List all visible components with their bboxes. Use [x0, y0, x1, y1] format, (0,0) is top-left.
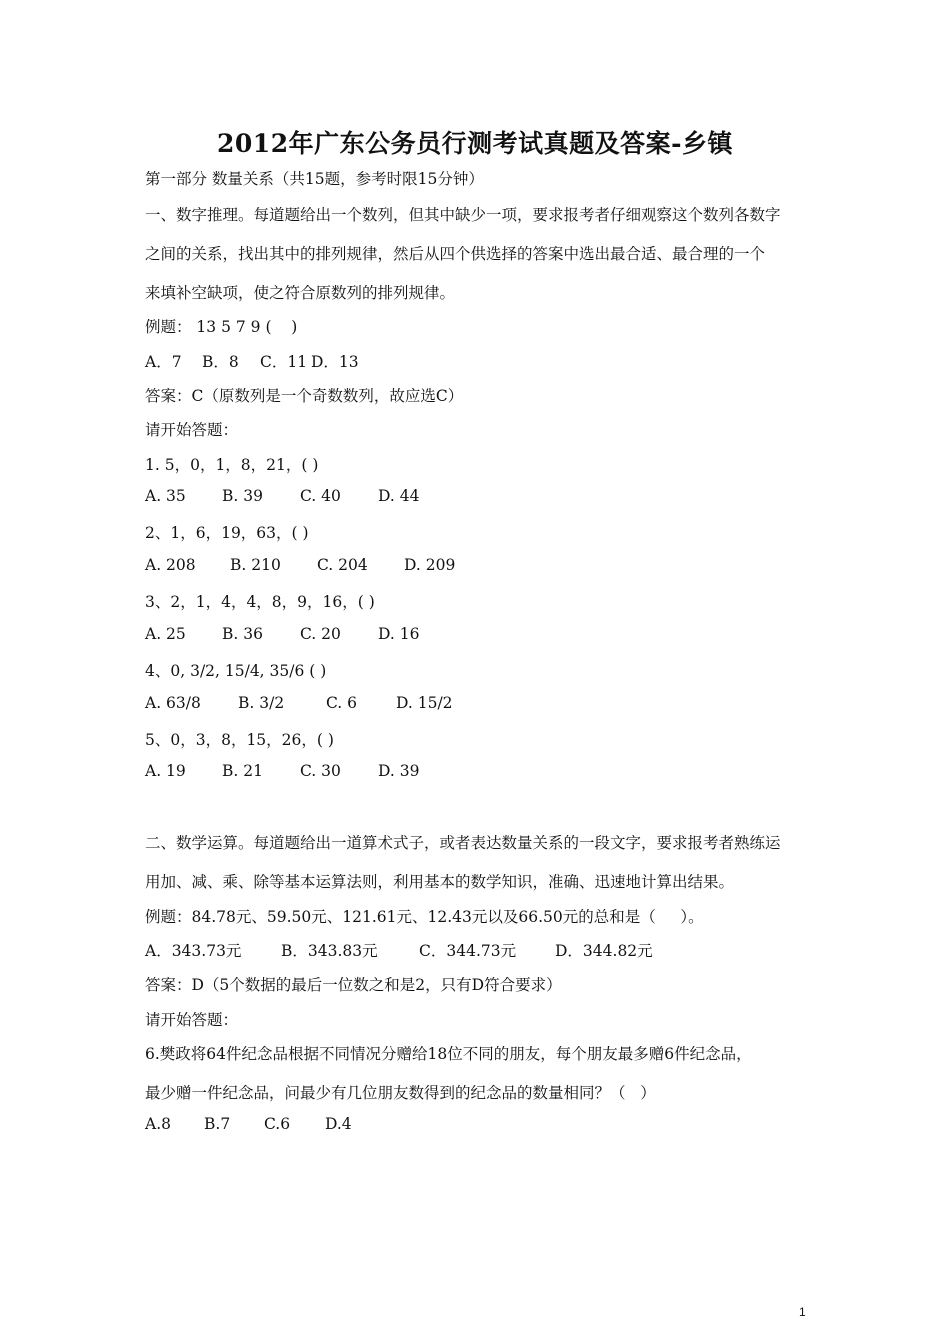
option: D．344.82元: [555, 942, 653, 960]
option: A. 35: [145, 487, 186, 505]
option: C. 6: [326, 694, 358, 712]
example-question: 例题： 13 5 7 9 ( ): [145, 318, 298, 336]
option: D. 15/2: [396, 694, 453, 712]
example-question: 例题：84.78元、59.50元、121.61元、12.43元以及66.50元的总和是（ ）。: [145, 908, 704, 926]
option: A. 19: [145, 762, 186, 780]
option: B. 39: [222, 487, 263, 505]
intro-line: 一、数字推理。每道题给出一个数列，但其中缺少一项，要求报考者仔细观察这个数列各数字: [145, 206, 781, 224]
option: C.6: [264, 1115, 291, 1133]
option: C. 204: [317, 556, 368, 574]
option: B. 21: [222, 762, 263, 780]
start-prompt: 请开始答题：: [145, 421, 239, 439]
option: C. 20: [300, 625, 341, 643]
example-answer: 答案：C（原数列是一个奇数数列，故应选C）: [145, 387, 464, 405]
option: B. 36: [222, 625, 263, 643]
option: B.7: [204, 1115, 231, 1133]
page-number: 1: [799, 1305, 806, 1319]
option: C．11: [260, 353, 308, 371]
question-5: 5、0，3，8，15，26，( ): [145, 731, 334, 749]
option: D. 44: [378, 487, 420, 505]
option: C. 40: [300, 487, 341, 505]
question-6: 最少赠一件纪念品，问最少有几位朋友数得到的纪念品的数量相同？（ ）: [145, 1084, 656, 1102]
option: B．8: [202, 353, 239, 371]
option: D. 39: [378, 762, 420, 780]
intro-line: 用加、减、乘、除等基本运算法则，利用基本的数学知识，准确、迅速地计算出结果。: [145, 873, 735, 891]
option: A．343.73元: [145, 942, 242, 960]
question-4: 4、0, 3/2, 15/4, 35/6 ( ): [145, 662, 327, 680]
document-title: 2012年广东公务员行测考试真题及答案-乡镇: [217, 129, 733, 158]
example-answer: 答案：D（5个数据的最后一位数之和是2，只有D符合要求）: [145, 976, 562, 994]
option: A. 208: [145, 556, 196, 574]
intro-line: 来填补空缺项，使之符合原数列的排列规律。: [145, 284, 456, 302]
option: B. 3/2: [238, 694, 285, 712]
option: D．13: [311, 353, 359, 371]
option: A. 25: [145, 625, 186, 643]
intro-line: 之间的关系，找出其中的排列规律，然后从四个供选择的答案中选出最合适、最合理的一个: [145, 245, 766, 263]
option: C. 30: [300, 762, 341, 780]
option: B．343.83元: [281, 942, 378, 960]
option: A.8: [145, 1115, 171, 1133]
question-1: 1. 5，0，1，8，21，( ): [145, 456, 319, 474]
section-header: 第一部分 数量关系（共15题，参考时限15分钟）: [145, 170, 484, 188]
option: D. 209: [404, 556, 456, 574]
option: D.4: [325, 1115, 352, 1133]
start-prompt: 请开始答题：: [145, 1011, 239, 1029]
question-2: 2、1，6，19，63，( ): [145, 524, 309, 542]
option: B. 210: [230, 556, 281, 574]
option: D. 16: [378, 625, 420, 643]
question-3: 3、2，1，4，4，8，9，16，( ): [145, 593, 375, 611]
option: A．7: [145, 353, 182, 371]
intro-line: 二、数学运算。每道题给出一道算术式子，或者表达数量关系的一段文字，要求报考者熟练运: [145, 834, 781, 852]
question-6: 6.樊政将64件纪念品根据不同情况分赠给18位不同的朋友，每个朋友最多赠6件纪念品，: [145, 1045, 752, 1063]
option: C．344.73元: [419, 942, 517, 960]
option: A. 63/8: [145, 694, 201, 712]
